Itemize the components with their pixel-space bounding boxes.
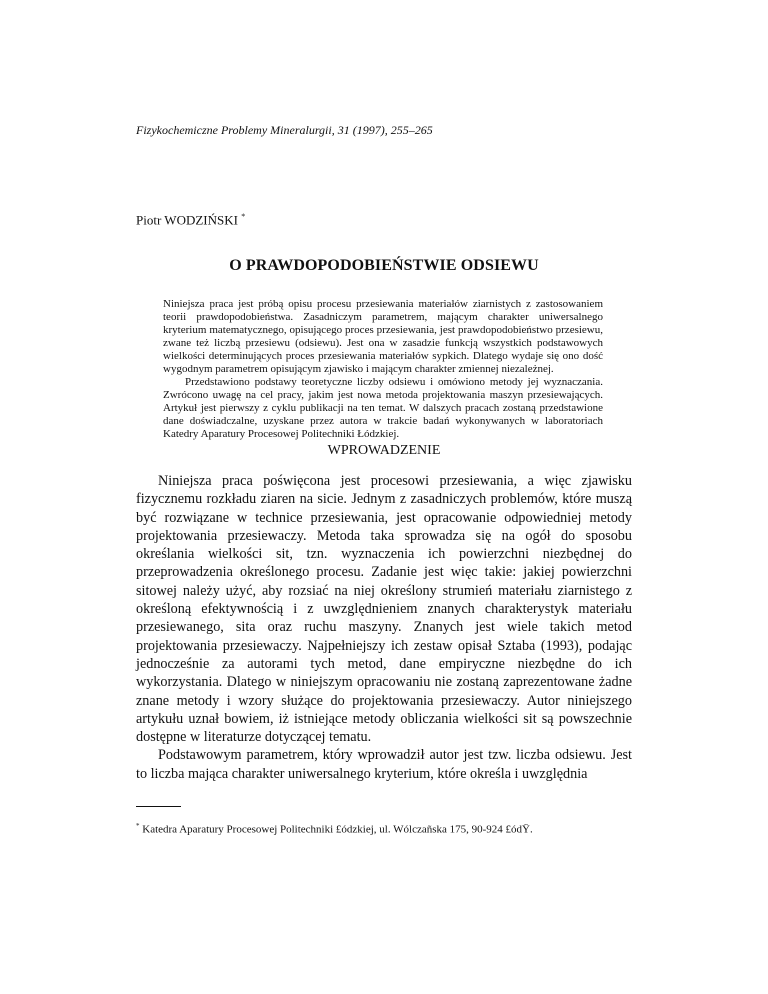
- author-footnote-marker: *: [241, 212, 246, 221]
- section-heading: WPROWADZENIE: [327, 443, 441, 458]
- footnote-marker: *: [136, 822, 140, 830]
- abstract-paragraph-1: Niniejsza praca jest próbą opisu procesu przesiewania materiałów ziarnistych z zastosowaniem teorii prawdopodobieństwa. Zasadniczym parametrem, mającym charakter uniwersalnego kryterium matematycznego, opisującego proces przesiewania, jest prawdopodobieństwo przesiewu, zwane też liczbą przesiewu (odsiewu). Jest ona w zasadzie funkcją wszystkich podstawowych wielkości determinujących proces przesiewania materiałów sypkich. Dlatego wydaje się ono dość wygodnym parametrem opisującym zjawisko i mającym charakter zmiennej niezależnej.: [163, 298, 603, 375]
- footnote-divider: [136, 806, 181, 807]
- body-paragraph-1: Niniejsza praca poświęcona jest procesowi przesiewania, a więc zjawisku fizycznemu rozkładu ziaren na sicie. Jednym z zasadniczych problemów, które muszą być rozwiązane w technice przesiewania, jest opracowanie odpowiedniej metody projektowania przesiewaczy. Metoda taka sprowadza się na ogół do sposobu określania wielkości sit, tzn. wyznaczenia ich powierzchni niezbędnej do przeprowadzenia określonego procesu. Zadanie jest więc takie: jakiej powierzchni sitowej należy użyć, aby rozsiać na niej określony strumień materiału ziarnistego z określoną efektywnością i z uwzględnieniem znanych charakterystyk materiału przesiewanego, sita oraz ruchu maszyny. Znanych jest wiele takich metod projektowania przesiewaczy. Najpełniejszy ich zestaw opisał Sztaba (1993), podając jednocześnie za autorami tych metod, dane empiryczne niezbędne do ich wykorzystania. Dlatego w niniejszym opracowaniu nie zostaną zaprezentowane żadne znane metody i wzory służące do projektowania przesiewaczy. Autor niniejszego artykułu uznał bowiem, iż istniejące metody obliczania wielkości sit są powszechnie dostępne w literaturze dotyczącej tematu.: [136, 473, 632, 746]
- paper-title: O PRAWDOPODOBIEŃSTWIE ODSIEWU: [229, 257, 539, 274]
- abstract: [163, 298, 603, 441]
- body-text: [136, 472, 632, 783]
- author-line: [136, 212, 245, 228]
- body-paragraph-2: Podstawowym parametrem, który wprowadził autor jest tzw. liczba odsiewu. Jest to liczba mająca charakter uniwersalnego kryterium, które określa i uwzględnia: [136, 747, 632, 782]
- footnote-text: Katedra Aparatury Procesowej Politechniki £ódzkiej, ul. Wólczañska 175, 90-924 £ódŸ.: [142, 823, 533, 836]
- journal-citation: Fizykochemiczne Problemy Mineralurgii, 31 (1997), 255–265: [136, 123, 433, 137]
- footnote: [136, 822, 533, 836]
- author-name: Piotr WODZIŃSKI: [136, 212, 238, 228]
- abstract-paragraph-2: Przedstawiono podstawy teoretyczne liczby odsiewu i omówiono metody jej wyznaczania. Zwrócono uwagę na cel pracy, jakim jest nowa metoda projektowania maszyn przesiewających. Artykuł jest pierwszy z cyklu publikacji na ten temat. W dalszych pracach zostaną przedstawione dane doświadczalne, uzyskane przez autora w trakcie badań wykonywanych w laboratoriach Katedry Aparatury Procesowej Politechniki Łódzkiej.: [163, 376, 603, 440]
